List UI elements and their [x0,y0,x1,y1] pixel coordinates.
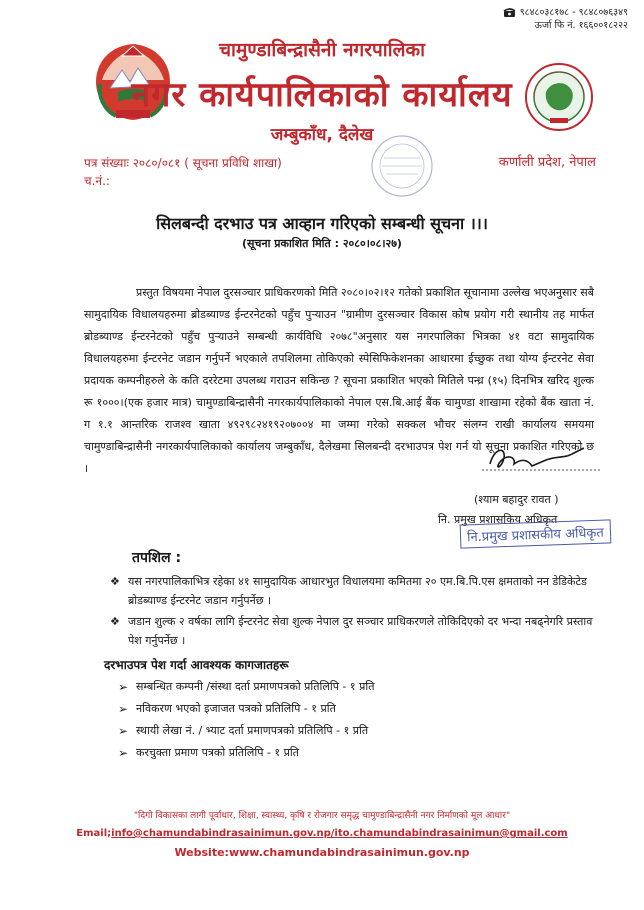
arrow-bullet-icon: ➢ [118,746,129,760]
office-location: जम्बुकाँध, दैलेख [270,125,374,145]
phone-numbers: ९८४८०३८१७८ - ९८४८०७६३४९ [519,7,628,18]
document-item [118,698,375,720]
document-item-text: सम्बन्धित कम्पनी /संस्था दर्ता प्रमाणपत्रको प्रतिलिपि - १ प्रति [136,680,375,693]
arrow-bullet-icon: ➢ [118,680,129,694]
signer-designation: नि. प्रमुख प्रशासकिय अधिकृत [438,513,558,526]
schedule-item-text: यस नगरपालिकाभित्र रहेका ४१ सामुदायिक आधारभुत विधालयमा कमितमा २० एम.बि.पि.एस क्षमताको नन डेडिकेटेड ब्रोडब्याण्ड ईन्टरनेट जडान गर्नुपर्नेछ । [128,575,587,607]
documents-heading: दरभाउपत्र पेश गर्दा आवश्यक कागजातहरू [104,658,289,672]
reference-number: पत्र संख्याः २०८०/०८१ ( सूचना प्रविधि शाखा) [84,156,282,170]
province-label: कर्णाली प्रदेश, नेपाल [498,155,596,170]
office-code: ऊर्जा फि नं. १६६००१८२२२ [534,20,628,31]
document-item [118,742,375,764]
documents-list [118,676,375,764]
document-item [118,676,375,698]
diamond-bullet-icon: ❖ [110,575,120,588]
phone-line [503,6,628,19]
diamond-bullet-icon: ❖ [110,615,120,628]
arrow-bullet-icon: ➢ [118,702,129,716]
municipality-name: चामुण्डाबिन्द्रासैनी नगरपालिका [218,39,426,61]
schedule-list [110,572,606,652]
schedule-item [110,572,606,610]
dispatch-number: च.नं.: [84,174,110,188]
signature-scribble-icon [476,440,606,476]
schedule-item-text: जडान शुल्क २ वर्षका लागि ईन्टरनेट सेवा शुल्क नेपाल दुर सञ्चार प्राधिकरणले तोकिदिएको दर भन्दा नबढ्नेगरि प्रस्ताव पेश गर्नुपर्नेछ । [128,615,593,647]
email-link[interactable]: info@chamundabindrasainimun.gov.np/ito.chamundabindrasainimun@gmail.com [111,828,568,839]
footer-slogan: "दिगो विकासका लागी पूर्वाधार, शिक्षा, स्वास्थ्य, कृषि र रोजगार समृद्ध चामुण्डाबिन्द्रासैनी नगर निर्माणको मूल आधार" [133,811,511,821]
office-title: नगर कार्यपालिकाको कार्यालय [131,75,513,115]
telephone-icon [503,8,516,18]
office-stamp-icon [332,128,452,208]
signer-name: (श्याम बहादुर रावत ) [474,493,559,506]
footer-website[interactable]: Website:www.chamundabindrasainimun.gov.np [174,846,470,859]
schedule-heading: तपशिल : [132,550,182,566]
notice-title: सिलबन्दी दरभाउ पत्र आव्हान गरिएको सम्बन्धी सूचना ।।। [156,214,488,233]
document-item-text: करचुक्ता प्रमाण पत्रको प्रतिलिपि - १ प्रति [136,746,300,759]
schedule-item [110,612,606,650]
arrow-bullet-icon: ➢ [118,724,129,738]
footer-email [0,828,644,839]
designation-stamp: नि.प्रमुख प्रशासकीय अधिकृत [460,519,612,548]
email-label: Email; [76,828,112,839]
publish-date: (सूचना प्रकाशित मिति : २०८०।०८।२७) [242,237,402,250]
document-item-text: नविकरण भएको इजाजत पत्रको प्रतिलिपि - १ प्रति [136,702,336,715]
notice-body-text: प्रस्तुत विषयमा नेपाल दुरसञ्चार प्राधिकरणको मिति २०८०।०२।१२ गतेको प्रकाशित सूचानामा उल्लेख भएअनुसार सबै सामुदायिक विधालयहरुमा ब्रोडब्याण्ड ईन्टरनेटको पहुँच पुऱ्याउन "ग्रामीण दुरसञ्चार विकास कोष प्रयोग गरी स्थानीय तह मार्फत ब्रोडब्याण्ड ईन्टरनेटको पहुँच पुऱ्याउने सम्बन्धी कार्यविधि २०७८"अनुसार यस नगरपालिका भित्रका ४१ वटा सामुदायिक विधालयहरुमा ईन्टरनेट जडान गर्नुपर्ने भएकाले तपशिलमा तोकिएको स्पेसिफिकेशनका आधारमा ईच्छुक तथा योग्य ईन्टरनेट सेवा प्रदायक कम्पनीहरुले के कति दररेटमा उपलब्ध गराउन सकिन्छ ? सूचना प्रकाशित भएको मितिले पन्ध्र (१५) दिनभित्र खरिद शुल्क रू १०००।(एक हजार मात्र) चामुण्डाबिन्द्रासैनी नगरकार्यपालिकाको नेपाल एस.बि.आई बैंक चामुण्डा शाखामा रहेको बैंक खाता नं. ग १.१ आन्तरिक राजश्व खाता ४९२९८२४१९२०७००४ मा जम्मा गरेको सक्कल भौचर संलग्न राखी कार्यालय समयमा चामुण्डाबिन्द्रासैनी नगरकार्यपालिकाको कार्यालय जम्बुकाँध, दैलेखमा सिलबन्दी दरभाउपत्र पेश गर्न यो सूचना प्रकाशित गरिएको छ । [84,286,594,475]
contact-block [503,6,628,32]
document-item-text: स्थायी लेखा नं. / भ्याट दर्ता प्रमाणपत्रको प्रतिलिपि - १ प्रति [136,724,369,737]
document-item [118,720,375,742]
